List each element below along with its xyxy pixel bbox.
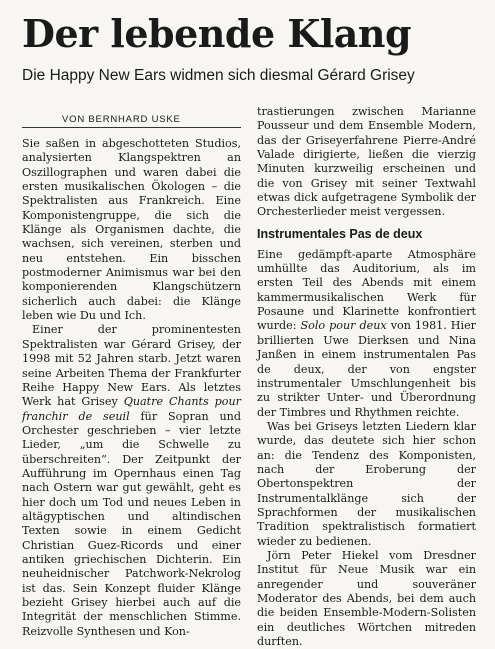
paragraph-right-2 (257, 248, 476, 420)
work-title-quatre-chants: Quatre Chants pour franchir de seuil (22, 395, 241, 423)
byline-divider (22, 127, 241, 128)
paragraph-right-4: Jörn Peter Hiekel vom Dresdner Institut für Neue Musik war ein anregender und souveräner Moderator des Abends, bei dem auch die beiden Ensemble-Modern-Solisten ein deutliches Wörtchen mitreden durften. (257, 548, 476, 649)
paragraph-right-2-text-a: Eine gedämpft-aparte Atmosphäre umhüllte das Auditorium, als im ersten Teil des Abends mit einem kammermusikalischen Werk für Posaune und Klarinette konfrontiert wurde: (257, 247, 476, 333)
article-column-right (257, 105, 477, 649)
paragraph-left-2-text-b: für Sopran und Orchester geschrieben – vier letzte Lieder, „um die Schwelle zu überschreiten“. Der Zeitpunkt der Aufführung im Opernhaus einen Tag nach Ostern war gut gewählt, geht es hier doch um Tod und neues Leben in altägyptischen und altindischen Texten sowie in einem Gedicht Christian Guez-Ricords und einer antiken griechischen Dichterin. Ein neuheidnischer Patchwork-Nekrolog ist das. Sein Konzept fluider Klänge bezieht Grisey hierbei auch auf die Integrität der menschlichen Stimme. Reizvolle Synthesen und Kon- (22, 409, 241, 638)
paragraph-left-2-text-a: Einer der prominentesten Spektralisten war Gérard Grisey, der 1998 mit 52 Jahren starb. Jetzt waren seine Arbeiten Thema der Frankfurter Reihe Happy New Ears. Als letztes Werk hat Grisey (22, 323, 241, 409)
article-subheadline: Die Happy New Ears widmen sich diesmal Gérard Grisey (22, 67, 415, 84)
paragraph-left-2 (22, 323, 241, 639)
paragraph-left-1: Sie saßen in abgeschotteten Studios, analysierten Klangspektren an Oszillographen und waren dabei die ersten musikalischen Ökologen – die Spektralisten aus Frankreich. Eine Komponistengruppe, die sich die Klänge als Organismen dachte, die wachsen, sich vereinen, sterben und neu entstehen. Ein bisschen postmoderner Animismus war bei den komponierenden Klangschützern sicherlich auch dabei: die Klänge leben wie Du und Ich. (22, 137, 241, 323)
article-headline: Der lebende Klang (22, 11, 412, 56)
work-title-solo-pour-deux: Solo pour deux (300, 319, 387, 333)
section-subheading: Instrumentales Pas de deux (257, 226, 423, 241)
article-byline: VON BERNHARD USKE (62, 114, 181, 125)
paragraph-right-1: trastierungen zwischen Marianne Pousseur und dem Ensemble Modern, das der Griseyerfahrene Pierre-André Valade dirigierte, ließen die vierzig Minuten kurzweilig erscheinen und die von Grisey mit seiner Textwahl etwas dick aufgetragene Symbolik der Orchesterlieder meist vergessen. (257, 105, 476, 219)
article-column-left (22, 137, 241, 638)
paragraph-right-2-text-b: von 1981. Hier brillierten Uwe Dierksen und Nina Janßen in einem instrumentalen Pas de deux, der von engster instrumentaler Umschlungenheit bis zu strikter Unter- und Überordnung der Timbres und Rhythmen reichte. (257, 319, 477, 419)
paragraph-right-3: Was bei Griseys letzten Liedern klar wurde, das deutete sich hier schon an: die Tendenz des Komponisten, nach der Eroberung der Obertonspektren der Instrumentalklänge sich der Sprachformen der musikalischen Tradition spektralistisch formatiert wieder zu bedienen. (257, 419, 476, 548)
